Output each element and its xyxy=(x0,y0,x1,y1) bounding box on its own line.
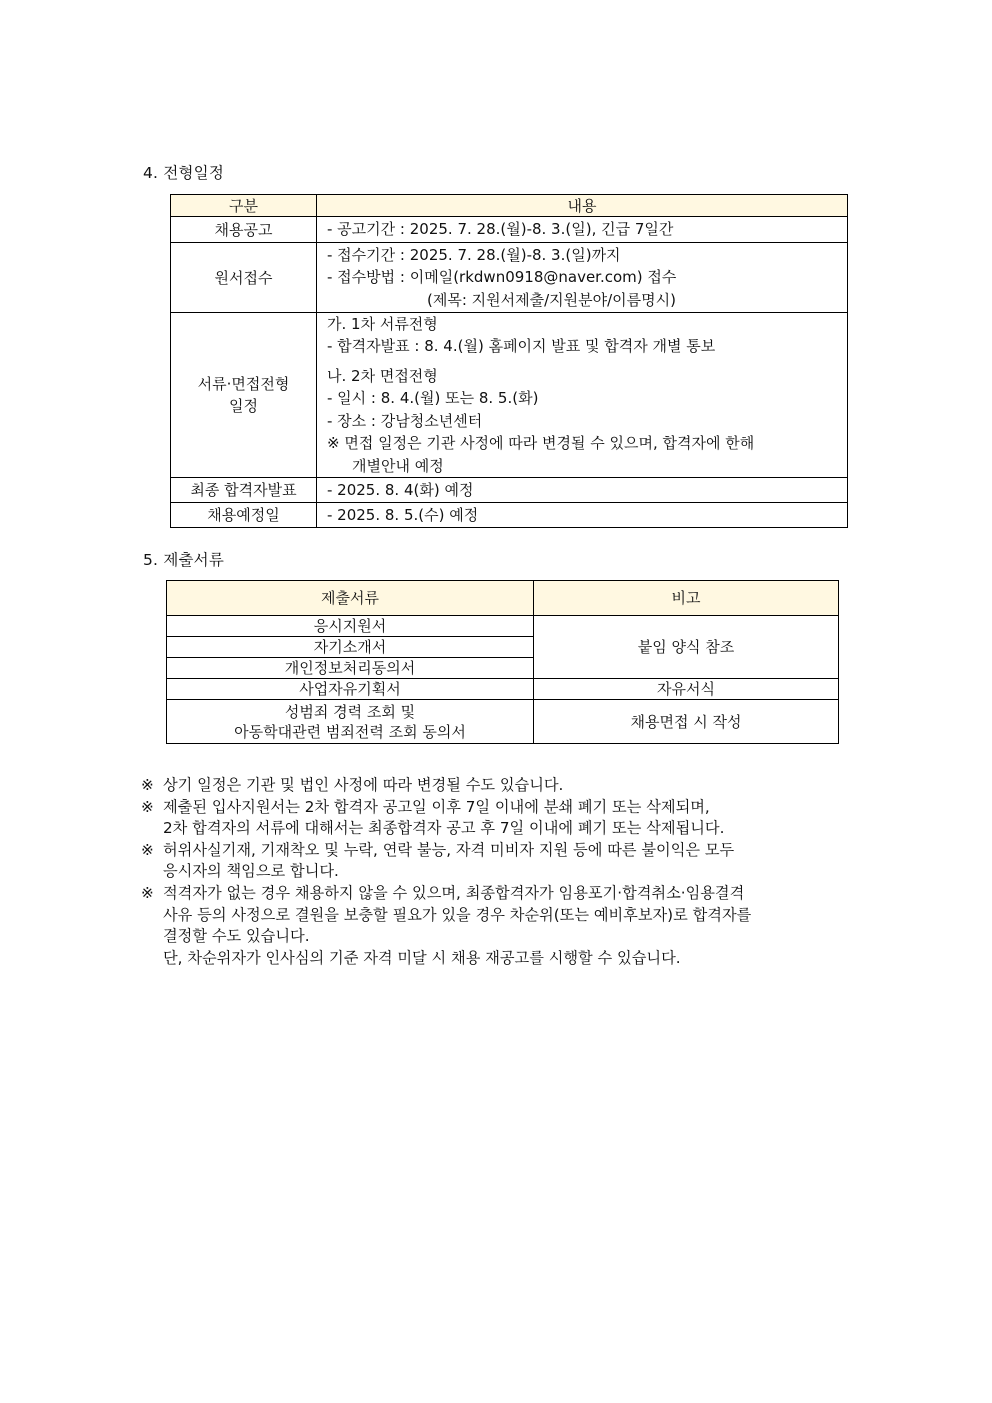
interview-note-line1: ※ 면접 일정은 기관 사정에 따라 변경될 수 있으며, 합격자에 한해 xyxy=(327,434,755,453)
header-content: 내용 xyxy=(317,195,848,217)
table-row xyxy=(171,243,848,313)
row-content-posting xyxy=(317,217,848,243)
header-documents: 제출서류 xyxy=(167,581,534,616)
note-item xyxy=(141,797,853,840)
table-row xyxy=(171,217,848,243)
table-row xyxy=(167,679,839,700)
note-3-line2: 응시자의 책임으로 합니다. xyxy=(163,862,339,881)
screening-label-line2: 일정 xyxy=(229,397,258,415)
section-5-heading: 5. 제출서류 xyxy=(143,551,225,569)
row-content-hire xyxy=(317,503,848,528)
note-2-line1: 제출된 입사지원서는 2차 합격자 공고일 이후 7일 이내에 분쇄 폐기 또는 삭제되며, xyxy=(163,797,710,816)
reference-mark: ※ xyxy=(141,883,154,902)
documents-header-row xyxy=(167,581,839,616)
note-4-line1: 적격자가 없는 경우 채용하지 않을 수 있으며, 최종합격자가 임용포기·합격취소·임용결격 xyxy=(163,883,745,902)
doc-background-check xyxy=(167,700,534,744)
row-label-hire: 채용예정일 xyxy=(171,503,317,528)
note-item xyxy=(141,883,853,969)
note-4-line2: 사유 등의 사정으로 결원을 보충할 필요가 있을 경우 차순위(또는 예비후보자)로 합격자를 xyxy=(163,905,752,924)
header-remarks: 비고 xyxy=(534,581,839,616)
note-3-line1: 허위사실기재, 기재착오 및 누락, 연락 불능, 자격 미비자 지원 등에 따른 불이익은 모두 xyxy=(163,840,735,859)
remark-free-format: 자유서식 xyxy=(534,679,839,700)
row-label-final: 최종 합격자발표 xyxy=(171,478,317,503)
doc-application-form: 응시지원서 xyxy=(167,616,534,637)
remark-interview-fill: 채용면접 시 작성 xyxy=(534,700,839,744)
table-row xyxy=(171,503,848,528)
hire-date: - 2025. 8. 5.(수) 예정 xyxy=(327,505,479,524)
reference-mark: ※ xyxy=(141,840,154,859)
background-check-line2: 아동학대관련 범죄전력 조회 동의서 xyxy=(234,722,466,741)
stage2-place: - 장소 : 강남청소년센터 xyxy=(327,411,483,430)
reference-mark: ※ xyxy=(141,776,154,794)
note-4-line3: 결정할 수도 있습니다. xyxy=(163,927,310,946)
row-label-posting: 채용공고 xyxy=(171,217,317,243)
schedule-header-row xyxy=(171,195,848,217)
reference-mark: ※ xyxy=(141,797,154,816)
section-4-heading: 4. 전형일정 xyxy=(143,164,225,182)
posting-period: - 공고기간 : 2025. 7. 28.(월)-8. 3.(일), 긴급 7일간 xyxy=(327,220,674,239)
screening-label-line1: 서류·면접전형 xyxy=(197,375,290,393)
note-item xyxy=(141,775,853,797)
note-4-line4: 단, 차순위자가 인사심의 기준 자격 미달 시 채용 재공고를 시행할 수 있습니다. xyxy=(163,948,681,967)
header-category: 구분 xyxy=(171,195,317,217)
row-content-final xyxy=(317,478,848,503)
table-row xyxy=(167,616,839,637)
row-content-application xyxy=(317,243,848,313)
application-method: - 접수방법 : 이메일(rkdwn0918@naver.com) 접수 xyxy=(327,268,677,287)
stage1-announcement: - 합격자발표 : 8. 4.(월) 홈페이지 발표 및 합격자 개별 통보 xyxy=(327,337,716,356)
interview-note-line2: 개별안내 예정 xyxy=(352,456,444,475)
note-2-line2: 2차 합격자의 서류에 대해서는 최종합격자 공고 후 7일 이내에 폐기 또는 삭제됩니다. xyxy=(163,819,725,838)
background-check-line1: 성범죄 경력 조회 및 xyxy=(284,702,416,721)
stage2-date: - 일시 : 8. 4.(월) 또는 8. 5.(화) xyxy=(327,389,539,408)
application-subject-format: (제목: 지원서제출/지원분야/이름명시) xyxy=(427,290,676,309)
doc-self-introduction: 자기소개서 xyxy=(167,637,534,658)
notes-list xyxy=(141,775,853,969)
table-row xyxy=(167,700,839,744)
table-row xyxy=(171,478,848,503)
documents-table xyxy=(166,580,839,744)
row-label-application: 원서접수 xyxy=(171,243,317,313)
row-label-screening xyxy=(171,313,317,478)
note-1: 상기 일정은 기관 및 법인 사정에 따라 변경될 수도 있습니다. xyxy=(163,776,564,794)
schedule-table xyxy=(170,194,848,528)
final-announcement: - 2025. 8. 4(화) 예정 xyxy=(327,480,474,499)
remark-attached-forms: 붙임 양식 참조 xyxy=(534,616,839,679)
table-row xyxy=(171,313,848,478)
doc-business-plan: 사업자유기획서 xyxy=(167,679,534,700)
note-item xyxy=(141,840,853,883)
stage2-title: 나. 2차 면접전형 xyxy=(327,366,438,385)
application-period: - 접수기간 : 2025. 7. 28.(월)-8. 3.(일)까지 xyxy=(327,245,621,264)
doc-privacy-consent: 개인정보처리동의서 xyxy=(167,658,534,679)
stage1-title: 가. 1차 서류전형 xyxy=(327,315,438,334)
row-content-screening xyxy=(317,313,848,478)
